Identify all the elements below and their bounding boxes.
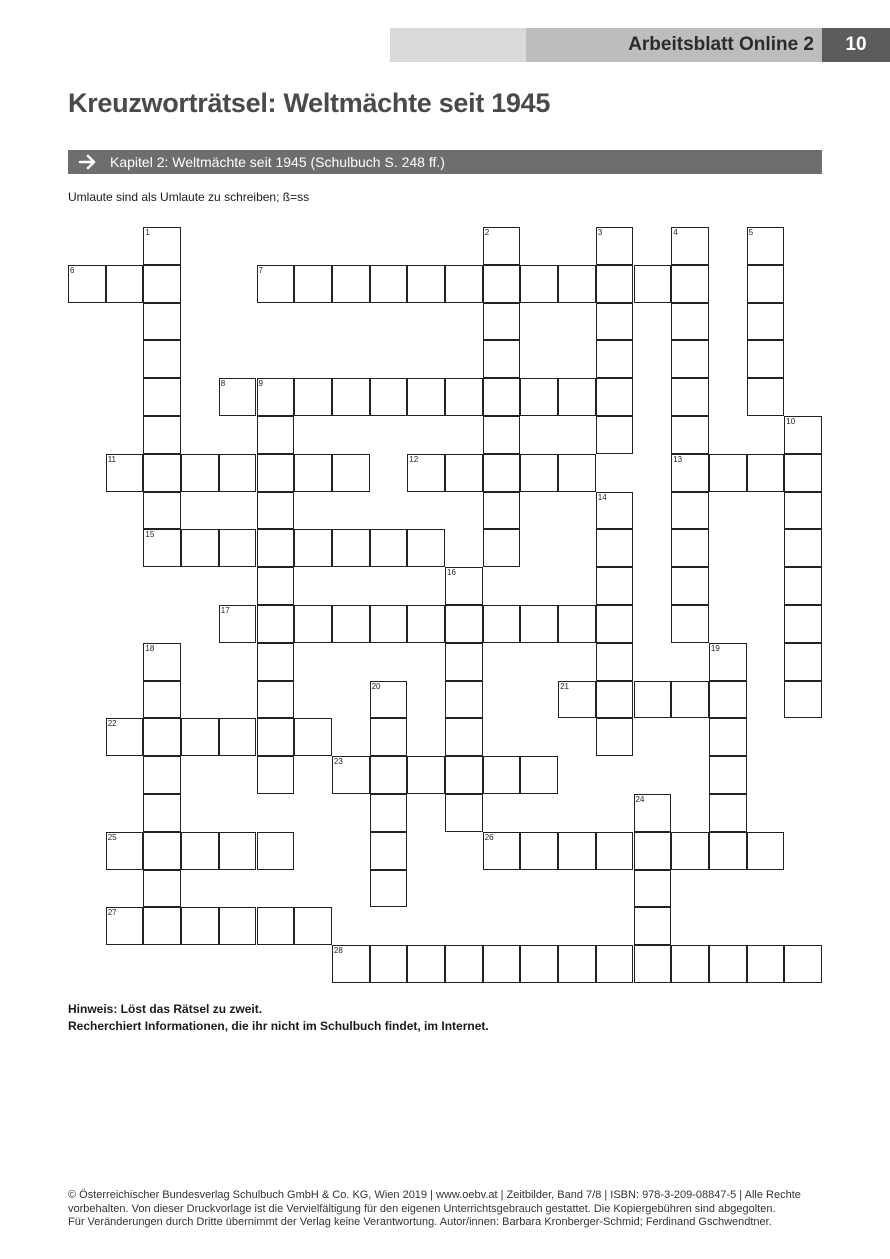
crossword-cell[interactable]: [257, 378, 295, 416]
crossword-cell[interactable]: [596, 945, 634, 983]
crossword-cell[interactable]: [143, 303, 181, 341]
crossword-cell[interactable]: [332, 378, 370, 416]
crossword-cell[interactable]: [784, 567, 822, 605]
crossword-cell[interactable]: [181, 907, 219, 945]
crossword-cell[interactable]: [332, 529, 370, 567]
crossword-cell[interactable]: [257, 529, 295, 567]
crossword-cell[interactable]: [520, 378, 558, 416]
crossword-cell[interactable]: [520, 756, 558, 794]
crossword-cell[interactable]: [747, 227, 785, 265]
crossword-cell[interactable]: [558, 265, 596, 303]
crossword-cell[interactable]: [483, 756, 521, 794]
clue-number: 11: [107, 454, 116, 464]
crossword-cell[interactable]: [483, 454, 521, 492]
crossword-cell[interactable]: [143, 529, 181, 567]
crossword-cell[interactable]: [520, 265, 558, 303]
crossword-cell[interactable]: [784, 945, 822, 983]
crossword-cell[interactable]: [671, 945, 709, 983]
crossword-cell[interactable]: [143, 227, 181, 265]
crossword-cell[interactable]: [219, 529, 257, 567]
crossword-cell[interactable]: [106, 454, 144, 492]
crossword-cell[interactable]: [596, 227, 634, 265]
crossword-cell[interactable]: [445, 454, 483, 492]
crossword-cell[interactable]: [219, 378, 257, 416]
crossword-cell[interactable]: [143, 378, 181, 416]
clue-number: 22: [107, 719, 117, 729]
arrow-right-icon: [68, 154, 108, 170]
clue-number: 18: [145, 643, 155, 653]
crossword-cell[interactable]: [106, 718, 144, 756]
crossword-cell[interactable]: [634, 870, 672, 908]
crossword-cell[interactable]: [596, 492, 634, 530]
crossword-cell[interactable]: [634, 681, 672, 719]
crossword-cell[interactable]: [483, 832, 521, 870]
crossword-cell[interactable]: [370, 718, 408, 756]
crossword-cell[interactable]: [596, 529, 634, 567]
clue-number: 6: [70, 265, 75, 275]
clue-number: 2: [484, 228, 490, 237]
clue-number: 23: [333, 757, 343, 767]
crossword-cell[interactable]: [671, 416, 709, 454]
crossword-cell[interactable]: [294, 378, 332, 416]
crossword-cell[interactable]: [445, 567, 483, 605]
crossword-cell[interactable]: [68, 265, 106, 303]
clue-number: 16: [447, 568, 456, 578]
hint-line-1: Hinweis: Löst das Rätsel zu zweit.: [68, 1002, 263, 1016]
crossword-cell[interactable]: [747, 340, 785, 378]
crossword-cell[interactable]: [671, 378, 709, 416]
footer-line-3: Für Veränderungen durch Dritte übernimmt der Verlag keine Verantwortung. Autor/innen: Barbara Kronberger-Schmid; Ferdinand Gschwendtner.: [68, 1216, 772, 1228]
crossword-cell[interactable]: [747, 832, 785, 870]
crossword-cell[interactable]: [671, 681, 709, 719]
crossword-cell[interactable]: [747, 945, 785, 983]
header-bar-light: [390, 28, 526, 62]
crossword-cell[interactable]: [709, 643, 747, 681]
clue-number: 12: [409, 454, 419, 464]
clue-number: 15: [145, 530, 155, 540]
crossword-cell[interactable]: [483, 227, 521, 265]
hint-line-2: Recherchiert Informationen, die ihr nicht im Schulbuch findet, im Internet.: [68, 1019, 489, 1033]
crossword-cell[interactable]: [483, 303, 521, 341]
crossword-cell[interactable]: [332, 265, 370, 303]
clue-number: 13: [673, 454, 683, 464]
header-bar: [526, 28, 822, 62]
crossword-cell[interactable]: [445, 681, 483, 719]
clue-number: 14: [597, 492, 607, 502]
clue-number: 24: [635, 795, 645, 804]
clue-number: 27: [107, 908, 117, 918]
crossword-cell[interactable]: [407, 605, 445, 643]
crossword-cell[interactable]: [370, 681, 408, 719]
crossword-cell[interactable]: [294, 529, 332, 567]
crossword-cell[interactable]: [596, 265, 634, 303]
crossword-cell[interactable]: [558, 454, 596, 492]
crossword-cell[interactable]: [407, 378, 445, 416]
crossword-cell[interactable]: [370, 794, 408, 832]
crossword-cell[interactable]: [257, 832, 295, 870]
crossword-cell[interactable]: [558, 832, 596, 870]
crossword-cell[interactable]: [370, 378, 408, 416]
crossword-cell[interactable]: [596, 643, 634, 681]
crossword-cell[interactable]: [257, 454, 295, 492]
crossword-cell[interactable]: [634, 265, 672, 303]
crossword-cell[interactable]: [257, 756, 295, 794]
crossword-cell[interactable]: [520, 945, 558, 983]
crossword-cell[interactable]: [483, 416, 521, 454]
worksheet-label: Arbeitsblatt Online 2: [628, 34, 814, 55]
crossword-cell[interactable]: [483, 945, 521, 983]
crossword-cell[interactable]: [784, 643, 822, 681]
crossword-cell[interactable]: [143, 756, 181, 794]
crossword-cell[interactable]: [747, 265, 785, 303]
crossword-cell[interactable]: [709, 681, 747, 719]
crossword-cell[interactable]: [407, 756, 445, 794]
crossword-cell[interactable]: [407, 265, 445, 303]
crossword-cell[interactable]: [445, 265, 483, 303]
crossword-cell[interactable]: [143, 681, 181, 719]
crossword-cell[interactable]: [634, 907, 672, 945]
crossword-cell[interactable]: [671, 492, 709, 530]
clue-number: 1: [145, 228, 150, 237]
crossword-cell[interactable]: [671, 303, 709, 341]
crossword-cell[interactable]: [634, 945, 672, 983]
crossword-cell[interactable]: [784, 454, 822, 492]
crossword-cell[interactable]: [219, 605, 257, 643]
crossword-cell[interactable]: [671, 340, 709, 378]
clue-number: 19: [710, 643, 720, 653]
clue-number: 8: [220, 379, 226, 389]
crossword-cell[interactable]: [747, 378, 785, 416]
crossword-cell[interactable]: [520, 832, 558, 870]
crossword-cell[interactable]: [407, 454, 445, 492]
crossword-cell[interactable]: [106, 265, 144, 303]
crossword-cell[interactable]: [370, 832, 408, 870]
crossword-cell[interactable]: [784, 681, 822, 719]
crossword-cell[interactable]: [143, 340, 181, 378]
crossword-cell[interactable]: [332, 756, 370, 794]
crossword-cell[interactable]: [294, 605, 332, 643]
crossword-cell[interactable]: [181, 454, 219, 492]
crossword-cell[interactable]: [671, 227, 709, 265]
crossword-cell[interactable]: [709, 794, 747, 832]
crossword-cell[interactable]: [407, 529, 445, 567]
chapter-bar: [68, 150, 822, 174]
crossword-cell[interactable]: [784, 605, 822, 643]
crossword-cell[interactable]: [784, 416, 822, 454]
crossword-cell[interactable]: [483, 492, 521, 530]
clue-number: 5: [748, 228, 754, 237]
crossword-cell[interactable]: [671, 454, 709, 492]
instruction-text: Umlaute sind als Umlaute zu schreiben; ß=ss: [68, 190, 310, 204]
crossword-cell[interactable]: [445, 378, 483, 416]
clue-number: 26: [484, 832, 494, 842]
clue-number: 9: [258, 379, 263, 389]
crossword-cell[interactable]: [445, 756, 483, 794]
clue-number: 21: [560, 681, 569, 691]
crossword-cell[interactable]: [257, 416, 295, 454]
crossword-cell[interactable]: [747, 454, 785, 492]
crossword-cell[interactable]: [143, 416, 181, 454]
crossword-cell[interactable]: [143, 643, 181, 681]
crossword-cell[interactable]: [445, 605, 483, 643]
clue-number: 20: [371, 681, 381, 691]
crossword-cell[interactable]: [106, 907, 144, 945]
clue-number: 17: [220, 606, 230, 615]
crossword-cell[interactable]: [294, 265, 332, 303]
crossword-cell[interactable]: [219, 454, 257, 492]
crossword-cell[interactable]: [558, 945, 596, 983]
clue-number: 7: [258, 265, 263, 275]
crossword-cell[interactable]: [257, 567, 295, 605]
crossword-cell[interactable]: [257, 605, 295, 643]
crossword-cell[interactable]: [370, 756, 408, 794]
crossword-cell[interactable]: [558, 378, 596, 416]
crossword-cell[interactable]: [671, 265, 709, 303]
crossword-cell[interactable]: [143, 492, 181, 530]
crossword-cell[interactable]: [106, 832, 144, 870]
crossword-cell[interactable]: [709, 756, 747, 794]
crossword-cell[interactable]: [332, 945, 370, 983]
crossword-cell[interactable]: [709, 454, 747, 492]
hint-text: [68, 1001, 489, 1035]
crossword-cell[interactable]: [143, 832, 181, 870]
crossword-cell[interactable]: [671, 567, 709, 605]
crossword-cell[interactable]: [445, 643, 483, 681]
crossword-cell[interactable]: [558, 681, 596, 719]
crossword-cell[interactable]: [634, 794, 672, 832]
crossword-cell[interactable]: [709, 718, 747, 756]
footer-line-2: vorbehalten. Von dieser Druckvorlage ist die Vervielfältigung für den eigenen Unterrichtsgebrauch gestattet. Die Kopiergebühren sind abgegolten.: [68, 1202, 776, 1215]
crossword-cell[interactable]: [370, 605, 408, 643]
crossword-cell[interactable]: [671, 529, 709, 567]
crossword-cell[interactable]: [370, 529, 408, 567]
crossword-cell[interactable]: [747, 303, 785, 341]
crossword-cell[interactable]: [596, 340, 634, 378]
crossword-cell[interactable]: [784, 492, 822, 530]
footer-copyright: [68, 1189, 828, 1230]
crossword-cell[interactable]: [596, 303, 634, 341]
crossword-cell[interactable]: [596, 378, 634, 416]
crossword-cell[interactable]: [483, 340, 521, 378]
crossword-cell[interactable]: [445, 945, 483, 983]
crossword-cell[interactable]: [257, 907, 295, 945]
crossword-cell[interactable]: [332, 454, 370, 492]
footer-line-1: © Österreichischer Bundesverlag Schulbuch GmbH & Co. KG, Wien 2019 | www.oebv.at | Zeitbilder, Band 7/8 | ISBN: 978-3-209-08847-5 | Alle Rechte: [68, 1189, 801, 1201]
crossword-cell[interactable]: [671, 832, 709, 870]
crossword-cell[interactable]: [596, 718, 634, 756]
crossword-cell[interactable]: [483, 378, 521, 416]
crossword-cell[interactable]: [784, 529, 822, 567]
crossword-cell[interactable]: [671, 605, 709, 643]
crossword-cell[interactable]: [219, 907, 257, 945]
crossword-cell[interactable]: [143, 907, 181, 945]
crossword-cell[interactable]: [257, 265, 295, 303]
crossword-cell[interactable]: [219, 718, 257, 756]
crossword-cell[interactable]: [445, 718, 483, 756]
crossword-cell[interactable]: [483, 265, 521, 303]
crossword-cell[interactable]: [143, 718, 181, 756]
crossword-cell[interactable]: [370, 870, 408, 908]
crossword-cell[interactable]: [370, 265, 408, 303]
crossword-cell[interactable]: [181, 529, 219, 567]
crossword-cell[interactable]: [558, 605, 596, 643]
crossword-cell[interactable]: [143, 794, 181, 832]
page-title: Kreuzworträtsel: Weltmächte seit 1945: [68, 88, 551, 118]
clue-number: 4: [673, 228, 678, 237]
crossword-cell[interactable]: [596, 567, 634, 605]
crossword-cell[interactable]: [520, 454, 558, 492]
crossword-cell[interactable]: [596, 416, 634, 454]
crossword-cell[interactable]: [709, 945, 747, 983]
crossword-cell[interactable]: [596, 832, 634, 870]
page-number: 10: [822, 28, 890, 62]
crossword-cell[interactable]: [445, 794, 483, 832]
crossword-cell[interactable]: [332, 605, 370, 643]
crossword-cell[interactable]: [294, 718, 332, 756]
chapter-label: Kapitel 2: Weltmächte seit 1945 (Schulbuch S. 248 ff.): [110, 154, 445, 170]
crossword-cell[interactable]: [181, 832, 219, 870]
crossword-cell[interactable]: [709, 832, 747, 870]
crossword-cell[interactable]: [634, 832, 672, 870]
crossword-cell[interactable]: [407, 945, 445, 983]
crossword-cell[interactable]: [596, 681, 634, 719]
clue-number: 25: [107, 832, 117, 842]
crossword-cell[interactable]: [257, 681, 295, 719]
crossword-cell[interactable]: [520, 605, 558, 643]
crossword-cell[interactable]: [483, 529, 521, 567]
clue-number: 28: [333, 946, 343, 956]
crossword-cell[interactable]: [257, 718, 295, 756]
crossword-cell[interactable]: [143, 870, 181, 908]
crossword-cell[interactable]: [257, 643, 295, 681]
crossword-cell[interactable]: [219, 832, 257, 870]
crossword-cell[interactable]: [483, 605, 521, 643]
crossword-cell[interactable]: [294, 907, 332, 945]
crossword-cell[interactable]: [257, 492, 295, 530]
clue-number: 3: [597, 228, 603, 237]
crossword-cell[interactable]: [143, 454, 181, 492]
clue-number: 10: [786, 417, 796, 426]
crossword-cell[interactable]: [596, 605, 634, 643]
crossword-cell[interactable]: [181, 718, 219, 756]
crossword-cell[interactable]: [370, 945, 408, 983]
crossword-cell[interactable]: [143, 265, 181, 303]
crossword-cell[interactable]: [294, 454, 332, 492]
